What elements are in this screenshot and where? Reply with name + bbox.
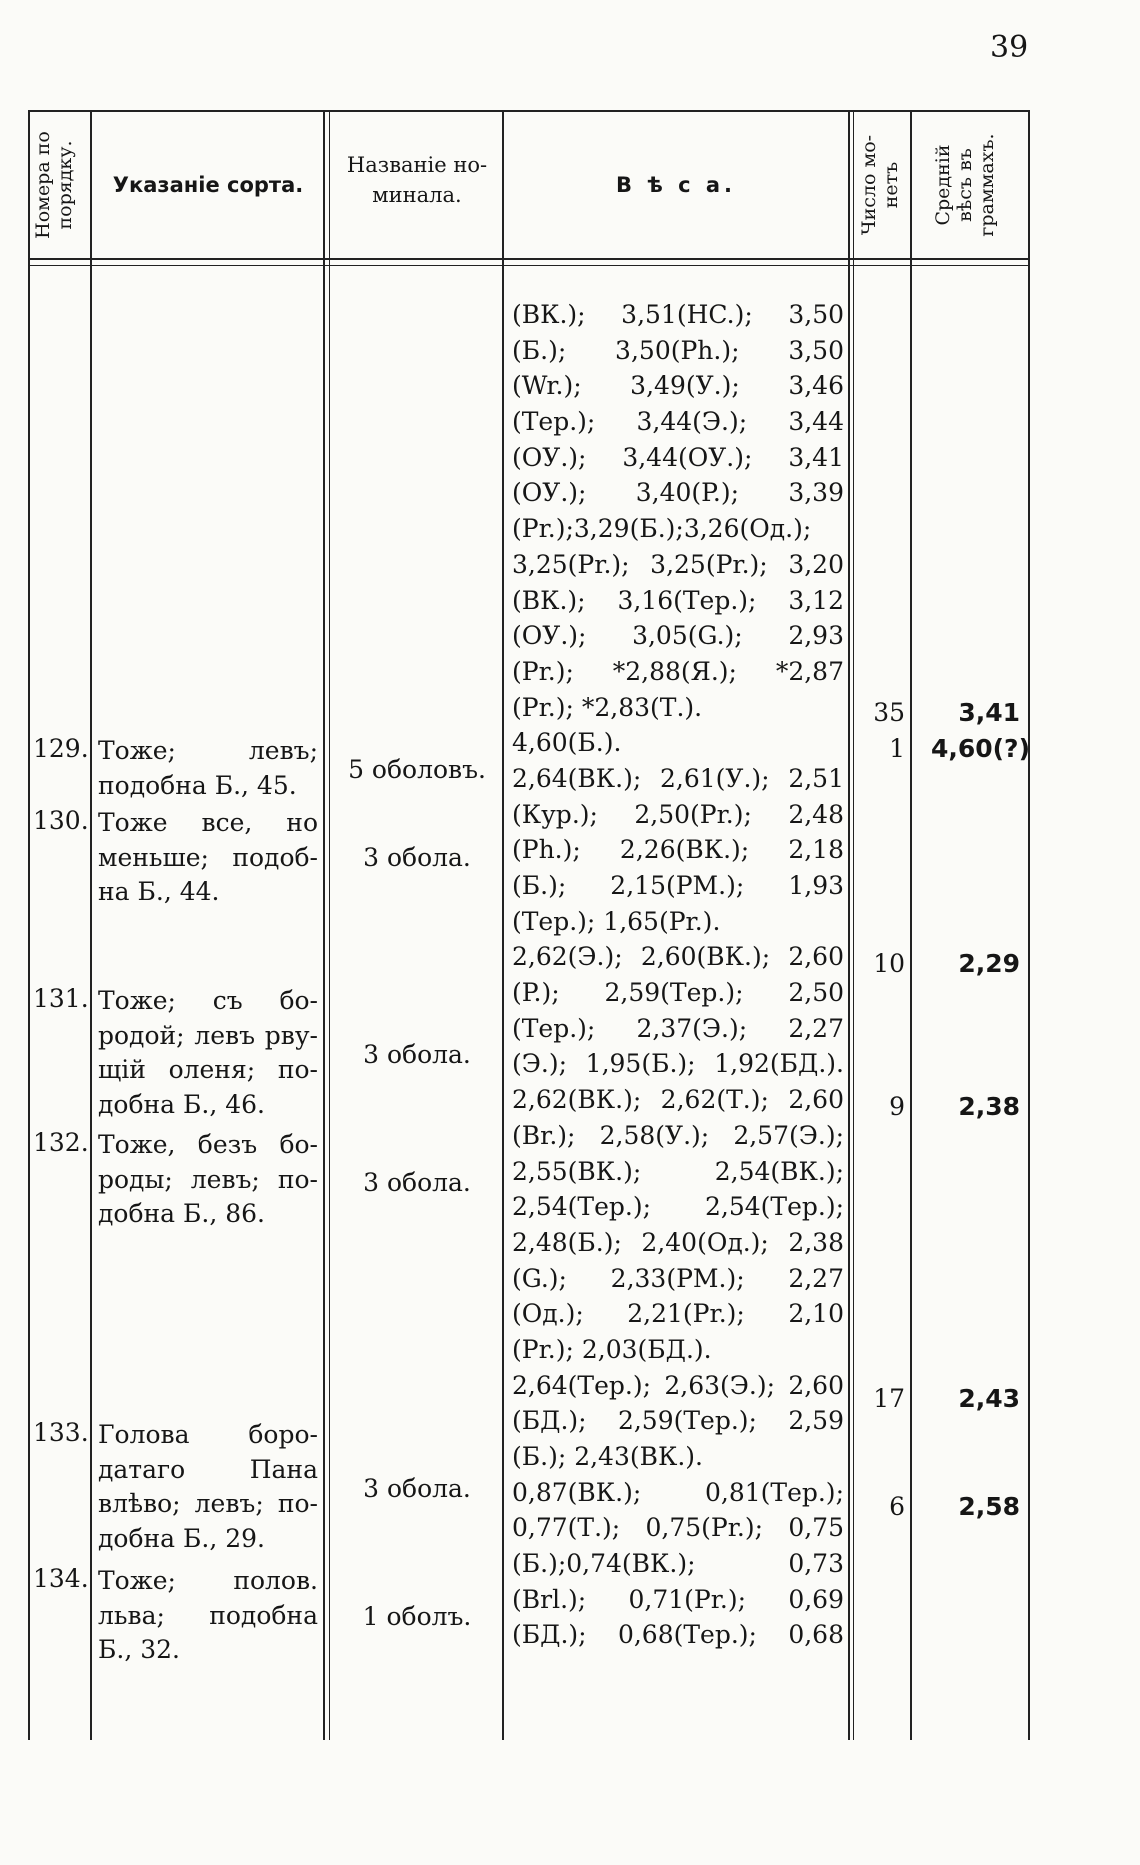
coin-count: 6 [889,1492,905,1521]
weights-line: (Б.); 2,43(ВК.). [512,1442,703,1471]
weights-line: 2,62(Э.); 2,60(ВК.); 2,60 [512,942,844,972]
header-denomination-line1: Названіе но- [346,153,488,177]
weights-line: 2,55(ВК.); 2,54(ВК.); [512,1156,844,1186]
weights-line: 2,62(ВК.); 2,62(Т.); 2,60 [512,1085,844,1115]
weights-line: 0,87(ВК.); 0,81(Тер.); [512,1477,844,1507]
weights-line: (ВК.); 3,51(HC.); 3,50 [512,300,844,329]
weights-line: (Brl.); 0,71(Pr.); 0,69 [512,1584,844,1614]
row-description [98,1564,318,1668]
weights-line: 2,54(Тер.); 2,54(Тер.); [512,1192,844,1222]
col-rule-2b [329,110,330,1740]
weights-line: (Pr.); *2,83(Т.). [512,692,703,722]
weights-line: (Ph.); 2,26(ВК.); 2,18 [512,835,844,865]
header-coin-count-line2: нетъ [880,161,902,209]
description-line: меньше; подоб- [98,842,318,872]
description-line: Б., 32. [98,1635,180,1664]
row-denomination: 3 обола. [363,1474,471,1503]
weights-line: (БД.); 2,59(Тер.); 2,59 [512,1406,844,1436]
description-line: роды; левъ; по- [98,1164,318,1194]
weights-line: (Br.); 2,58(У.); 2,57(Э.); [512,1120,844,1150]
header-coin-count-line1: Число мо- [858,134,880,236]
header-average-weight [932,120,998,250]
header-row-number [32,120,76,250]
header-weights: В ѣ с а. [616,173,736,197]
col-rule-1 [90,110,92,1740]
description-line: Тоже все, но [98,808,318,837]
description-line: щій оленя; по- [98,1055,318,1084]
description-line: Голова боро- [98,1420,318,1449]
coin-count: 1 [889,734,905,763]
description-line: влѣво; левъ; по- [98,1489,318,1518]
average-weight: 2,43 [958,1384,1020,1413]
weights-line: 2,48(Б.); 2,40(Од.); 2,38 [512,1227,844,1257]
weights-line: (ОУ.); 3,44(ОУ.); 3,41 [512,442,844,472]
header-row-number-line2: порядку. [54,140,76,230]
weights-line: (G.); 2,33(РМ.); 2,27 [512,1263,844,1293]
coin-count: 17 [873,1384,905,1413]
header-average-line2: вѣсъ въ [954,148,976,222]
table-top-rule [28,110,1030,112]
description-line: родой; левъ рву- [98,1020,318,1050]
header-row-number-line1: Номера по [32,131,54,239]
row-denomination: 1 оболъ. [362,1602,472,1631]
weights-line: (Pr.);3,29(Б.);3,26(Од.); [512,514,812,544]
row-denomination: 3 обола. [363,843,471,872]
header-denomination-line2: минала. [372,183,462,207]
weights-line: (Од.); 2,21(Pr.); 2,10 [512,1299,844,1329]
coin-count: 35 [873,698,905,727]
weights-line: 0,77(Т.); 0,75(Pr.); 0,75 [512,1513,844,1543]
weights-line: (P.); 2,59(Тер.); 2,50 [512,978,844,1008]
col-rule-4b [853,110,854,1740]
weights-line: (Э.); 1,95(Б.); 1,92(БД.). [512,1049,844,1079]
description-line: датаго Пана [98,1454,318,1484]
weights-line: 4,60(Б.). [512,728,622,758]
weights-line: (Wr.); 3,49(У.); 3,46 [512,371,844,401]
description-line: подобна Б., 45. [98,770,297,800]
weights-line: (Pr.); *2,88(Я.); *2,87 [512,656,844,686]
header-variety: Указаніе сорта. [112,173,304,197]
row-number: 129. [33,734,89,763]
row-description [98,1418,318,1556]
row-description [98,734,318,803]
description-line: Тоже, безъ бо- [98,1130,318,1159]
col-rule-right [1028,110,1030,1740]
average-weight: 3,41 [958,698,1020,727]
row-number: 131. [33,984,89,1013]
average-weight: 2,58 [958,1492,1020,1521]
description-line: добна Б., 46. [98,1089,265,1119]
col-rule-left [28,110,30,1740]
weights-line: (БД.); 0,68(Тер.); 0,68 [512,1620,844,1650]
weights-line: (Тер.); 3,44(Э.); 3,44 [512,407,844,437]
row-denomination: 3 обола. [363,1168,471,1197]
weights-line: 2,64(ВК.); 2,61(У.); 2,51 [512,763,844,793]
row-description [98,984,318,1122]
weights-line: (ОУ.); 3,05(G.); 2,93 [512,621,844,651]
header-average-line3: граммахъ. [976,133,998,237]
header-denomination [332,150,502,210]
header-bottom-rule [28,258,1030,260]
average-weight: 4,60(?) [930,734,1030,763]
description-line: добна Б., 86. [98,1199,265,1228]
col-rule-5 [910,110,912,1740]
description-line: льва; подобна [98,1600,318,1630]
weights-line: (Тер.); 1,65(Pr.). [512,906,721,936]
weights-line: 2,64(Тер.); 2,63(Э.); 2,60 [512,1370,844,1400]
row-number: 133. [33,1418,89,1447]
coin-count: 9 [889,1092,905,1121]
header-bottom-rule-2 [28,265,1030,266]
row-denomination: 3 обола. [363,1040,471,1069]
weights-line: (Кур.); 2,50(Pr.); 2,48 [512,799,844,829]
header-coin-count [858,120,902,250]
description-line: Тоже; съ бо- [98,986,318,1015]
weights-column [512,297,844,1653]
description-line: Тоже; полов. [98,1566,318,1595]
average-weight: 2,29 [958,949,1020,978]
col-rule-4 [848,110,850,1740]
description-line: добна Б., 29. [98,1523,265,1553]
weights-line: (ВК.); 3,16(Тер.); 3,12 [512,585,844,615]
row-number: 134. [33,1564,89,1593]
weights-line: (Б.); 2,15(РМ.); 1,93 [512,871,844,900]
page-number: 39 [990,30,1029,65]
header-average-line1: Средній [932,144,954,226]
weights-line: 3,25(Pr.); 3,25(Pr.); 3,20 [512,549,844,579]
col-rule-3 [502,110,504,1740]
description-line: на Б., 44. [98,877,220,906]
row-denomination: 5 оболовъ. [348,755,486,784]
row-description [98,1128,318,1232]
row-number: 132. [33,1128,89,1157]
weights-line: (Б.); 3,50(Ph.); 3,50 [512,335,844,365]
weights-line: (Тер.); 2,37(Э.); 2,27 [512,1013,844,1043]
weights-line: (Pr.); 2,03(БД.). [512,1334,712,1364]
description-line: Тоже; левъ; [98,736,318,765]
coin-count: 10 [873,949,905,978]
row-number: 130. [33,806,89,835]
weights-line: (Б.);0,74(ВК.); 0,73 [512,1549,844,1579]
average-weight: 2,38 [958,1092,1020,1121]
col-rule-2 [323,110,325,1740]
row-description [98,806,318,910]
weights-line: (ОУ.); 3,40(P.); 3,39 [512,478,844,508]
